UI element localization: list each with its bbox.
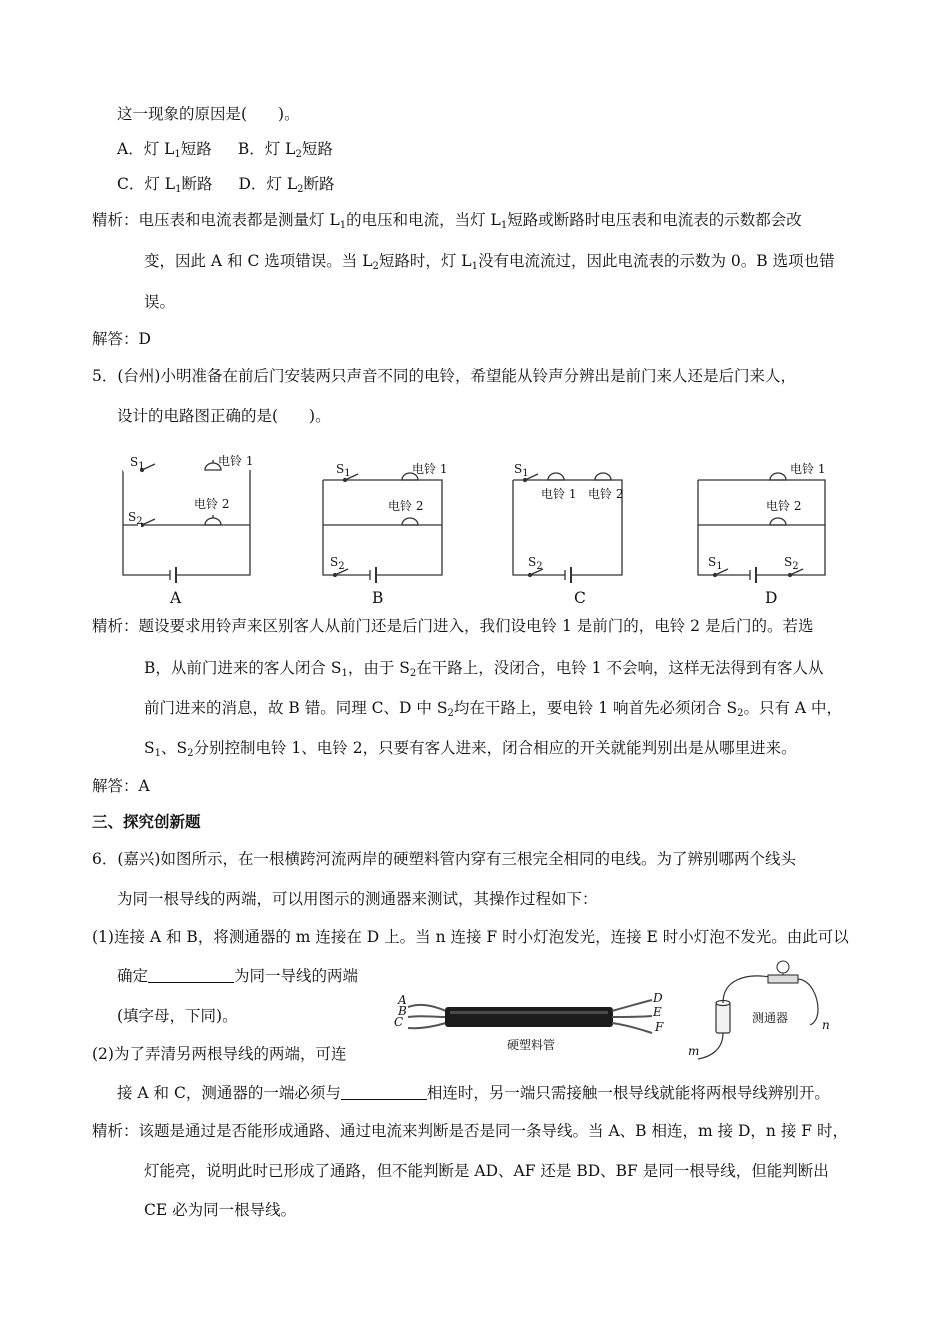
- q6-part1-line2: 确定 为同一导线的两端: [117, 967, 359, 985]
- q4-answer: 解答：D: [92, 330, 151, 348]
- answer-blank-2[interactable]: [341, 1083, 427, 1100]
- circuit-c-s2: $S_2$: [528, 555, 543, 572]
- label-b: B: [398, 1004, 407, 1018]
- circuit-d-bell2: 电铃 2: [766, 499, 802, 513]
- circuit-d-s2: $S_2$: [784, 555, 799, 572]
- plastic-tube: [445, 1007, 613, 1027]
- q6-part2-line2: 接 A 和 C，测通器的一端必须与 相连时，另一端只需接触一根导线就能将两根导线辨别开。: [117, 1084, 830, 1102]
- q6-part2-line1: (2)为了弄清另两根导线的两端，可连: [92, 1045, 347, 1063]
- circuit-b-s1: $S_1$: [336, 462, 351, 479]
- circuit-a-bell1: 电铃 1: [218, 454, 254, 468]
- q4-stem: 这一现象的原因是( )。: [117, 105, 300, 123]
- circuit-b-bell2: 电铃 2: [388, 499, 424, 513]
- q5-stem-line2: 设计的电路图正确的是( )。: [117, 407, 331, 425]
- q6-stem-line1: 6．(嘉兴)如图所示，在一根横跨河流两岸的硬塑料管内穿有三根完全相同的电线。为了辨别哪两个线头: [92, 850, 796, 868]
- section-title: 三、探究创新题: [92, 813, 201, 831]
- circuit-a-s1: $S_1$: [130, 455, 145, 472]
- circuit-d-s1: $S_1$: [708, 555, 723, 572]
- q6-analysis-line1: 精析：该题是通过是否能形成通路、通过电流来判断是否是同一条导线。当 A、B 相连，m 接 D，n 接 F 时，: [92, 1122, 848, 1140]
- circuit-d-letter: D: [765, 589, 778, 607]
- q5-answer: 解答：A: [92, 777, 150, 795]
- answer-blank-1[interactable]: [148, 966, 234, 983]
- circuit-b-s2: $S_2$: [330, 555, 345, 572]
- circuit-c-bell1: 电铃 1: [541, 487, 577, 501]
- q6-stem-line2: 为同一根导线的两端，可以用图示的测通器来测试，其操作过程如下：: [117, 890, 598, 908]
- circuit-c-bell2: 电铃 2: [588, 487, 624, 501]
- circuit-a-letter: A: [170, 589, 182, 607]
- label-a: A: [398, 993, 407, 1007]
- q5-stem-line1: 5．(台州)小明准备在前后门安装两只声音不同的电铃，希望能从铃声分辨出是前门来人还是后门来人，: [92, 367, 796, 385]
- q4-options-row2: C．灯 $L_1$断路 D．灯 $L_2$断路: [117, 175, 335, 195]
- q4-analysis-line1: 精析：电压表和电流表都是测量灯 $L_1$的电压和电流，当灯 $L_1$短路或断路时电压表和电流表的示数都会改: [92, 211, 802, 231]
- circuit-c-letter: C: [574, 589, 586, 607]
- tube-label: 硬塑料管: [507, 1038, 556, 1052]
- tester-label: 测通器: [752, 1011, 789, 1025]
- q6-figure: [390, 955, 860, 1070]
- q6-part1-line3: (填字母，下同)。: [117, 1007, 238, 1025]
- q5-analysis-line3: 前门进来的消息，故 B 错。同理 C、D 中 $S_2$均在干路上，要电铃 1 响首先必须闭合 $S_2$。只有 A 中，: [144, 699, 843, 719]
- label-n: n: [822, 1018, 830, 1032]
- circuit-b-bell1: 电铃 1: [412, 462, 448, 476]
- q6-analysis-line2: 灯能亮，说明此时已形成了通路，但不能判断是 AD、AF 还是 BD、BF 是同一根导线，但能判断出: [144, 1162, 829, 1180]
- q5-analysis-line4: $S_1$、$S_2$分别控制电铃 1、电铃 2，只要有客人进来，闭合相应的开关就能判别出是从哪里进来。: [144, 739, 797, 759]
- circuit-c-s1: $S_1$: [514, 462, 529, 479]
- continuity-tester: [698, 961, 818, 1059]
- label-e: E: [653, 1005, 662, 1019]
- q5-analysis-line1: 精析：题设要求用铃声来区别客人从前门还是后门进入，我们设电铃 1 是前门的，电铃 2 是后门的。若选: [92, 617, 814, 635]
- q5-circuit-figures: [110, 455, 870, 615]
- q5-analysis-line2: B，从前门进来的客人闭合 $S_1$，由于 $S_2$在干路上，没闭合，电铃 1 不会响，这样无法得到有客人从: [144, 659, 824, 679]
- q4-options-row1: A．灯 $L_1$短路 B．灯 $L_2$短路: [117, 140, 333, 160]
- circuit-a-bell2: 电铃 2: [194, 497, 230, 511]
- circuit-d-bell1: 电铃 1: [790, 462, 826, 476]
- circuit-a-s2: $S_2$: [128, 510, 143, 527]
- q6-part1-line1: (1)连接 A 和 B，将测通器的 m 连接在 D 上。当 n 连接 F 时小灯泡发光，连接 E 时小灯泡不发光。由此可以: [92, 928, 849, 946]
- label-f: F: [655, 1020, 664, 1034]
- q4-analysis-line3: 误。: [144, 293, 176, 311]
- q4-analysis-line2: 变，因此 A 和 C 选项错误。当 $L_2$短路时，灯 $L_1$没有电流流过，因此电流表的示数为 0。B 选项也错: [144, 252, 835, 272]
- label-c: C: [394, 1015, 404, 1029]
- circuit-b-letter: B: [372, 589, 384, 607]
- q6-analysis-line3: CE 必为同一根导线。: [144, 1201, 297, 1219]
- label-d: D: [653, 991, 663, 1005]
- label-m: m: [688, 1044, 700, 1058]
